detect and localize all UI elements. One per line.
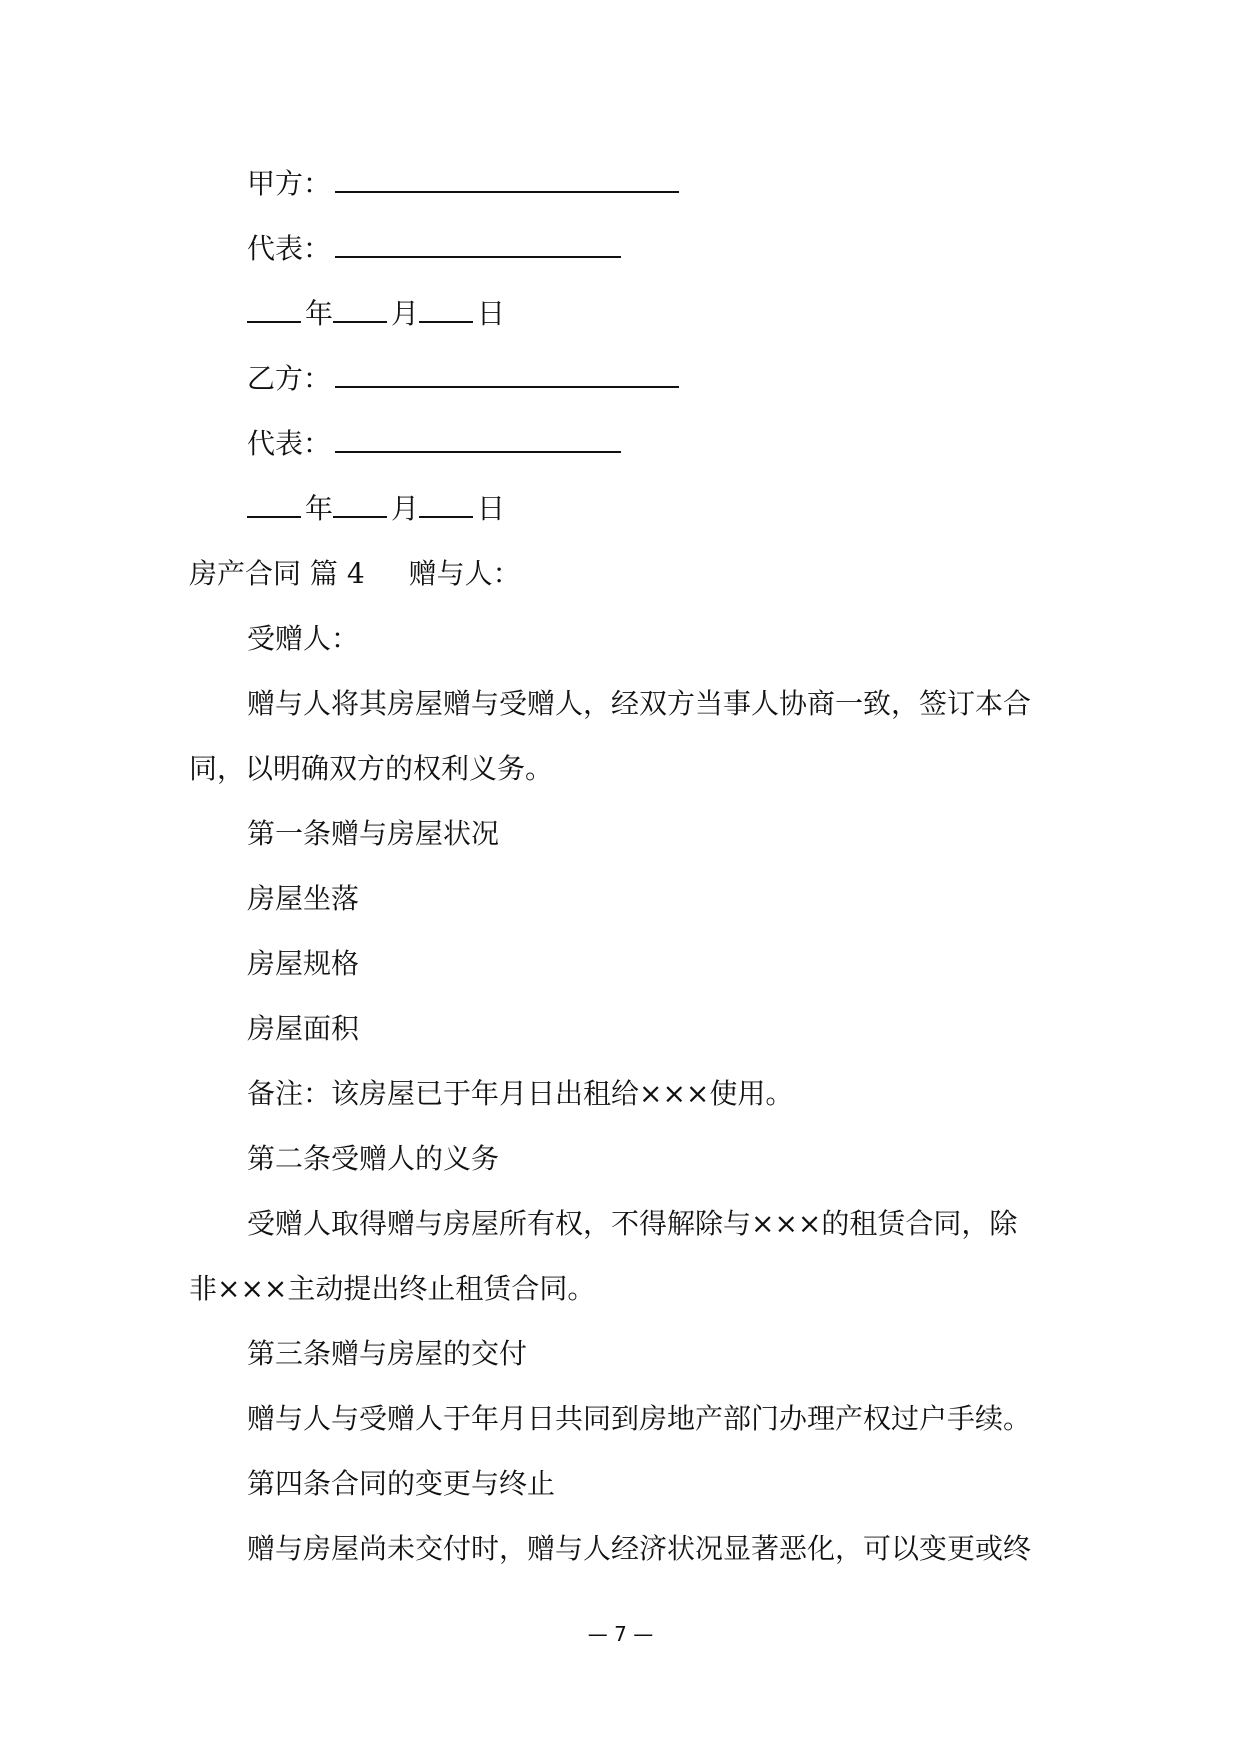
day-label-2: 日: [477, 492, 506, 525]
intro-line-1: 赠与人将其房屋赠与受赠人，经双方当事人协商一致，签订本合: [247, 687, 1032, 720]
date-line-2: [247, 489, 505, 529]
donee-label: 受赠人：: [247, 622, 360, 655]
intro-line-2: 同，以明确双方的权利义务。: [189, 752, 554, 785]
month-label-2: 月: [391, 492, 420, 525]
party-b-blank: [335, 364, 679, 388]
party-b-label: 乙方：: [247, 362, 332, 395]
location-item: 房屋坐落: [247, 882, 360, 915]
article-1-heading: 第一条赠与房屋状况: [247, 817, 500, 850]
month-label-1: 月: [391, 297, 420, 330]
article-2-heading: 第二条受赠人的义务: [247, 1142, 500, 1175]
article-2-text-line-2: 非×××主动提出终止租赁合同。: [189, 1272, 596, 1305]
rep-label-1: 代表：: [247, 232, 332, 265]
contract-heading: [189, 554, 521, 594]
article-3-text: 赠与人与受赠人于年月日共同到房地产部门办理产权过户手续。: [247, 1402, 1032, 1435]
year-blank-2: [247, 494, 301, 518]
year-label-2: 年: [305, 492, 334, 525]
article-3-heading: 第三条赠与房屋的交付: [247, 1337, 528, 1370]
party-b-line: [247, 359, 679, 399]
spec-item: 房屋规格: [247, 947, 360, 980]
date-line-1: [247, 294, 505, 334]
rep-line-2: [247, 424, 621, 464]
area-item: 房屋面积: [247, 1012, 360, 1045]
contract-section: 篇 4: [309, 557, 365, 590]
day-blank-2: [419, 494, 473, 518]
article-2-text-line-1: 受赠人取得赠与房屋所有权，不得解除与×××的租赁合同，除: [247, 1207, 1018, 1240]
rep-line-1: [247, 229, 621, 269]
note-item: 备注：该房屋已于年月日出租给×××使用。: [247, 1077, 794, 1110]
donor-label: 赠与人：: [408, 557, 521, 590]
party-a-line: [247, 164, 679, 204]
year-label-1: 年: [305, 297, 334, 330]
page-number: — 7 —: [587, 1622, 654, 1646]
month-blank-1: [333, 299, 387, 323]
month-blank-2: [333, 494, 387, 518]
rep-label-2: 代表：: [247, 427, 332, 460]
day-blank-1: [419, 299, 473, 323]
rep-blank-1: [335, 234, 621, 258]
contract-title: 房产合同: [189, 557, 302, 590]
article-4-text-line-1: 赠与房屋尚未交付时，赠与人经济状况显著恶化，可以变更或终: [247, 1532, 1032, 1565]
year-blank-1: [247, 299, 301, 323]
party-a-blank: [335, 169, 679, 193]
article-4-heading: 第四条合同的变更与终止: [247, 1467, 556, 1500]
rep-blank-2: [335, 429, 621, 453]
day-label-1: 日: [477, 297, 506, 330]
party-a-label: 甲方：: [247, 167, 332, 200]
